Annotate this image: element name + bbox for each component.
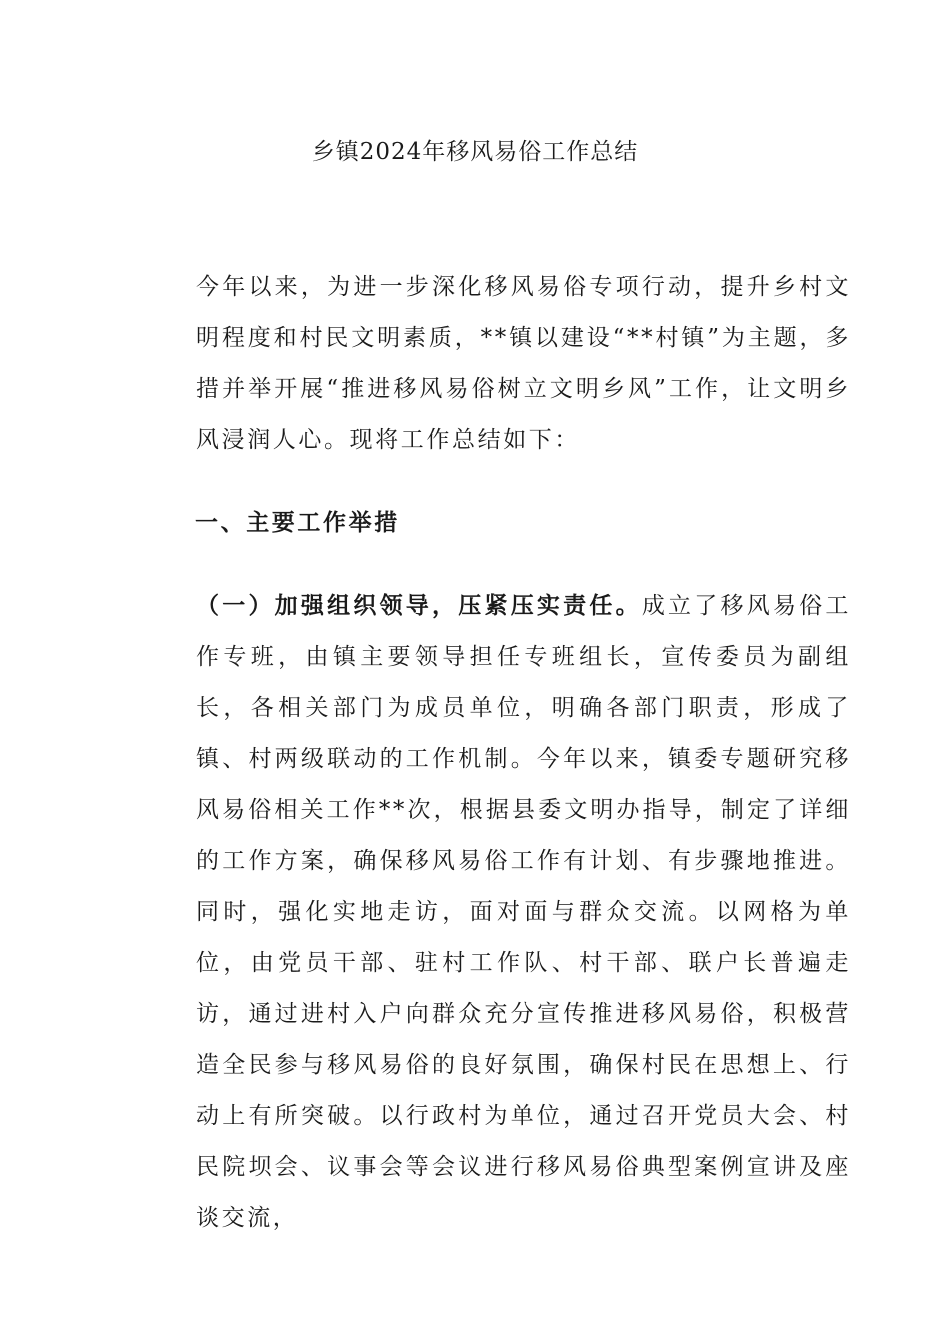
paragraph-lead: （一）加强组织领导，压紧压实责任。 xyxy=(196,592,642,619)
intro-paragraph: 今年以来，为进一步深化移风易俗专项行动，提升乡村文明程度和村民文明素质，**镇以建设“**村镇”为主题，多措并举开展“推进移风易俗树立文明乡风”工作，让文明乡风浸润人心。现将工作总结如下： xyxy=(196,274,851,453)
section-heading: 一、主要工作举措 xyxy=(195,509,400,536)
section-paragraph xyxy=(146,580,851,1244)
paragraph-text: 成立了移风易俗工作专班，由镇主要领导担任专班组长，宣传委员为副组长，各相关部门为成员单位，明确各部门职责，形成了镇、村两级联动的工作机制。今年以来，镇委专题研究移风易俗相关工作**次，根据县委文明办指导，制定了详细的工作方案，确保移风易俗工作有计划、有步骤地推进。同时，强化实地走访，面对面与群众交流。以网格为单位，由党员干部、驻村工作队、村干部、联户长普遍走访，通过进村入户向群众充分宣传推进移风易俗，积极营造全民参与移风易俗的良好氛围，确保村民在思想上、行动上有所突破。以行政村为单位，通过召开党员大会、村民院坝会、议事会等会议进行移风易俗典型案例宣讲及座谈交流， xyxy=(196,593,851,1231)
document-title: 乡镇2024年移风易俗工作总结 xyxy=(311,139,639,165)
